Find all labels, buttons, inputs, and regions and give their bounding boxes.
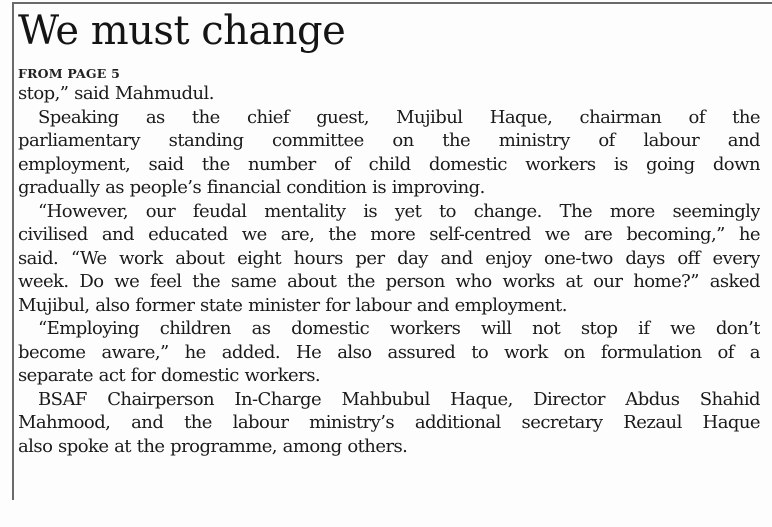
body-line: gradually as people’s financial condition is improving. — [18, 177, 485, 198]
body-line: BSAF Chairperson In-Charge Mahbubul Haque, Director Abdus Shahid — [38, 388, 760, 410]
body-line: employment, said the number of child domestic workers is going down — [18, 153, 760, 175]
body-line: civilised and educated we are, the more self-centred we are becoming,” he — [18, 224, 760, 245]
top-border-rule — [12, 2, 772, 4]
body-line: parliamentary standing committee on the ministry of labour and — [18, 130, 760, 151]
article-body — [18, 82, 760, 458]
body-line: Mahmood, and the labour ministry’s additional secretary Rezaul Haque — [18, 412, 760, 433]
headline: We must change — [18, 8, 346, 54]
body-line: also spoke at the programme, among others. — [18, 435, 408, 457]
body-line: Speaking as the chief guest, Mujibul Haque, chairman of the — [38, 106, 760, 128]
body-line: Mujibul, also former state minister for labour and employment. — [18, 294, 567, 316]
body-line: week. Do we feel the same about the person who works at our home?” asked — [18, 271, 760, 292]
body-line: stop,” said Mahmudul. — [18, 83, 214, 104]
body-line: separate act for domestic workers. — [18, 365, 321, 386]
body-line: “Employing children as domestic workers will not stop if we don’t — [38, 318, 760, 339]
body-line: become aware,” he added. He also assured to work on formulation of a — [18, 341, 760, 363]
body-line: said. “We work about eight hours per day and enjoy one-two days off every — [18, 247, 760, 269]
jump-line: FROM PAGE 5 — [18, 66, 120, 81]
body-line: “However, our feudal mentality is yet to change. The more seemingly — [38, 200, 760, 222]
left-border-rule — [12, 2, 14, 500]
